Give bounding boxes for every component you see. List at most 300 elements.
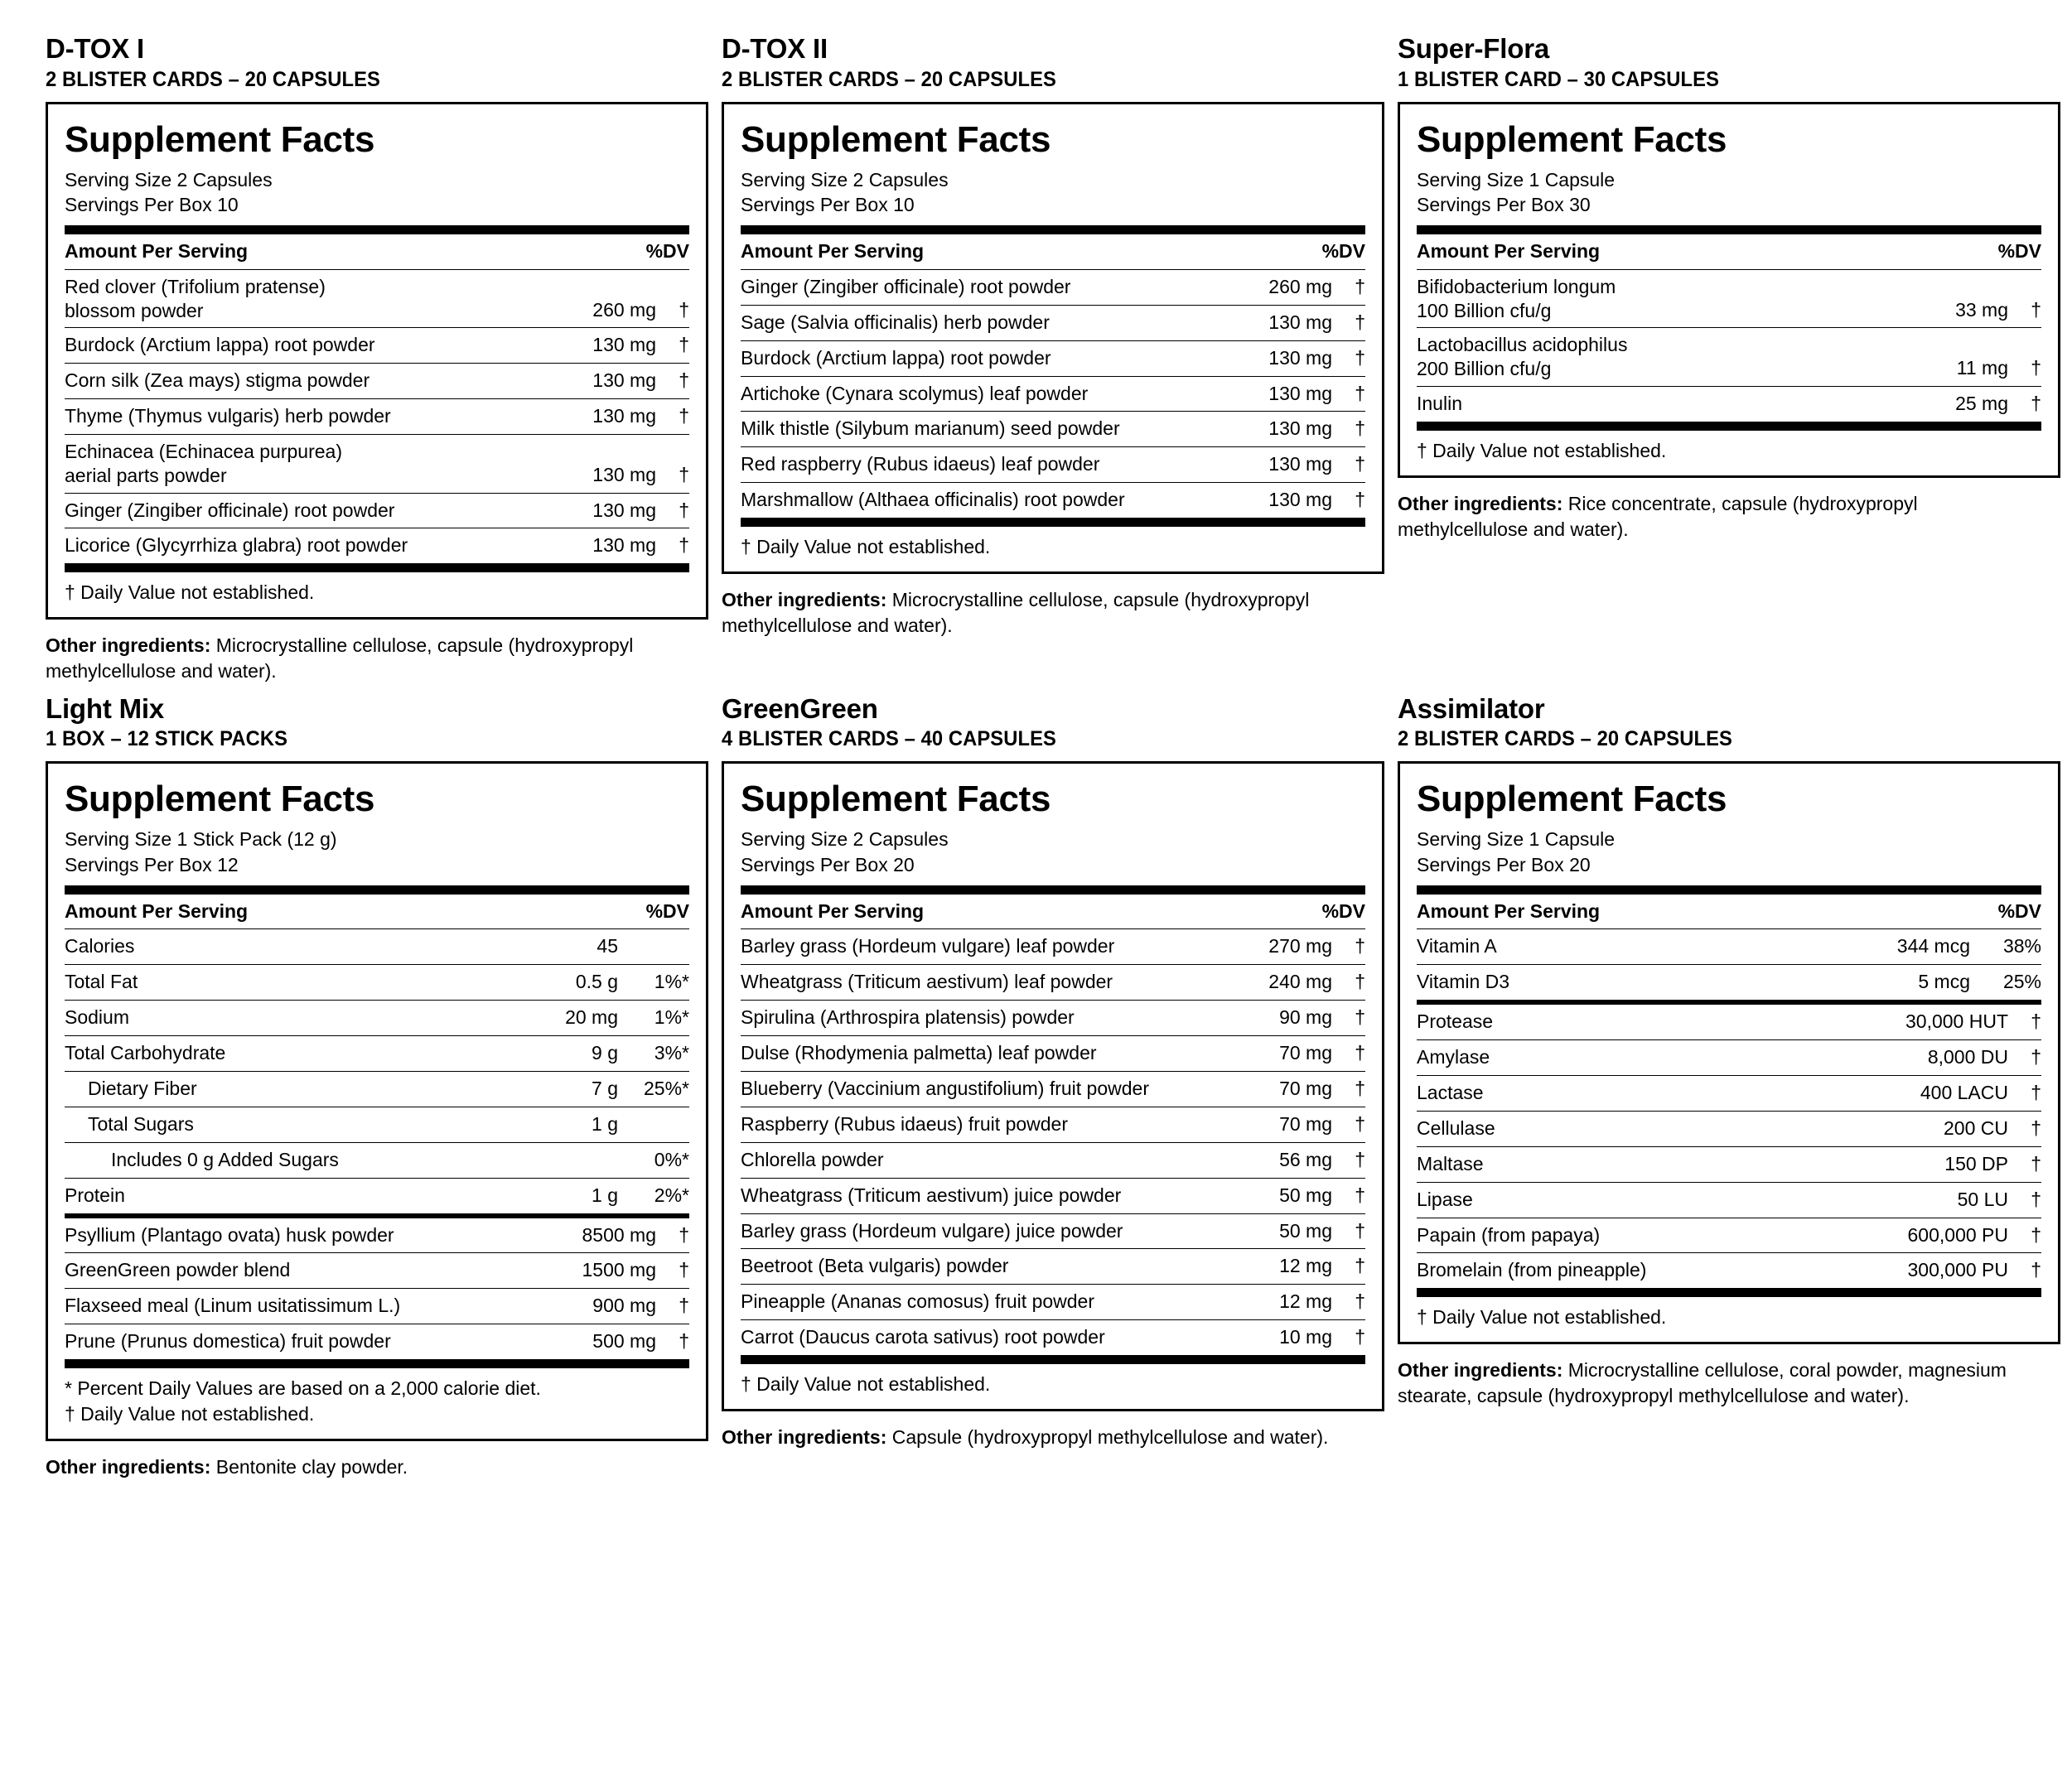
nutrient-dv: † <box>1332 1107 1365 1142</box>
serving-info: Serving Size 2 Capsules Servings Per Box 10 <box>741 168 949 216</box>
nutrient-table <box>65 1218 689 1360</box>
nutrient-amount: 30,000 HUT <box>1884 1005 2008 1039</box>
nutrient-dv: † <box>656 1253 689 1289</box>
column-header-spacer <box>522 895 646 929</box>
supplement-facts-box <box>1398 102 2060 478</box>
rule-thick-top <box>65 885 689 895</box>
nutrient-amount: 260 mg <box>1208 270 1332 305</box>
nutrient-amount: 130 mg <box>532 435 656 494</box>
nutrient-amount: 10 mg <box>1279 1326 1332 1348</box>
column-header-amount: Amount Per Serving <box>741 234 1198 269</box>
nutrient-dv: † <box>1332 965 1365 1001</box>
column-header-spacer <box>1198 234 1322 269</box>
nutrient-amount: 7 g <box>494 1072 618 1107</box>
other-ingredients-label: Other ingredients: <box>722 589 887 611</box>
rule-thick-bottom <box>741 1355 1365 1364</box>
table-row <box>1417 1040 2041 1076</box>
nutrient-name: Red clover (Trifolium pratense) blossom powder <box>65 270 532 328</box>
supplement-facts-box <box>722 761 1384 1411</box>
nutrient-name: Burdock (Arctium lappa) root powder <box>65 328 532 364</box>
nutrient-name: Psyllium (Plantago ovata) husk powder <box>65 1218 532 1253</box>
panel-subtitle: 2 BLISTER CARDS – 20 CAPSULES <box>46 67 380 91</box>
column-header-amount: Amount Per Serving <box>741 895 1198 929</box>
nutrient-dv: † <box>2008 1218 2041 1253</box>
table-row <box>741 965 1365 1001</box>
other-ingredients: Other ingredients: Microcrystalline cellulose, capsule (hydroxypropyl methylcellulose and water). <box>46 634 634 682</box>
nutrient-dv: † <box>1332 1036 1365 1072</box>
nutrient-name: Blueberry (Vaccinium angustifolium) fruit powder <box>741 1072 1208 1107</box>
column-header-amount: Amount Per Serving <box>1417 234 1874 269</box>
nutrient-dv: † <box>2008 270 2041 328</box>
nutrient-dv: † <box>2008 1111 2041 1146</box>
nutrient-amount: 130 mg <box>592 534 656 557</box>
nutrient-amount: 130 mg <box>532 399 656 435</box>
other-ingredients-label: Other ingredients: <box>1398 492 1563 514</box>
table-row <box>65 270 689 328</box>
table-row <box>65 1178 689 1213</box>
table-row <box>1417 386 2041 421</box>
nutrient-dv: † <box>2008 1040 2041 1076</box>
other-ingredients: Other ingredients: Microcrystalline cellulose, capsule (hydroxypropyl methylcellulose and water). <box>722 589 1310 637</box>
table-row <box>1417 1146 2041 1182</box>
nutrient-amount: 20 mg <box>494 1001 618 1036</box>
nutrient-name: Prune (Prunus domestica) fruit powder <box>65 1330 391 1353</box>
nutrient-name: Wheatgrass (Triticum aestivum) juice powder <box>741 1178 1208 1213</box>
nutrient-table <box>741 270 1365 518</box>
facts-title: Supplement Facts <box>1417 779 1727 820</box>
nutrient-dv: † <box>1332 270 1365 305</box>
nutrient-name: Marshmallow (Althaea officinalis) root powder <box>741 489 1125 511</box>
table-row <box>1417 1111 2041 1146</box>
nutrient-name: Total Carbohydrate <box>65 1036 494 1072</box>
table-row <box>741 1249 1365 1285</box>
panel-title: Super-Flora <box>1398 33 1549 64</box>
nutrient-amount: 12 mg <box>1208 1249 1332 1285</box>
nutrient-amount: 12 mg <box>1208 1285 1332 1320</box>
serving-info: Serving Size 1 Capsule Servings Per Box 20 <box>1417 828 1616 875</box>
nutrient-dv: † <box>1332 412 1365 447</box>
nutrient-table <box>1417 929 2041 1000</box>
nutrient-name: Wheatgrass (Triticum aestivum) leaf powder <box>741 965 1208 1001</box>
column-header-amount: Amount Per Serving <box>65 234 522 269</box>
nutrient-name: Barley grass (Hordeum vulgare) juice powder <box>741 1213 1208 1249</box>
panel-subtitle: 2 BLISTER CARDS – 20 CAPSULES <box>1398 727 1732 751</box>
nutrient-dv: † <box>2031 392 2041 414</box>
nutrient-amount: 1500 mg <box>532 1253 656 1289</box>
nutrient-table <box>1417 1005 2041 1288</box>
panel-title: D-TOX II <box>722 33 828 64</box>
nutrient-dv: † <box>1332 447 1365 483</box>
nutrient-dv: † <box>2008 1076 2041 1112</box>
nutrient-name: Artichoke (Cynara scolymus) leaf powder <box>741 376 1208 412</box>
column-header-amount: Amount Per Serving <box>65 895 522 929</box>
nutrient-amount: 45 <box>494 929 618 964</box>
nutrient-amount: 200 CU <box>1884 1111 2008 1146</box>
nutrient-name: Lactobacillus acidophilus 200 Billion cfu/g <box>1417 328 1884 387</box>
table-row <box>741 1320 1365 1355</box>
table-row <box>65 364 689 399</box>
nutrient-name: Maltase <box>1417 1146 1884 1182</box>
supplement-panel-6 <box>1398 693 2060 1489</box>
serving-info: Serving Size 1 Stick Pack (12 g) Servings Per Box 12 <box>65 828 337 875</box>
nutrient-dv: † <box>1332 305 1365 340</box>
nutrient-name: Sage (Salvia officinalis) herb powder <box>741 305 1208 340</box>
nutrient-amount: 130 mg <box>532 493 656 528</box>
rule-thick-bottom <box>65 1359 689 1368</box>
nutrient-dv: † <box>2008 1182 2041 1218</box>
nutrient-name: Inulin <box>1417 392 1462 414</box>
table-row <box>741 929 1365 964</box>
nutrient-dv: † <box>679 534 689 557</box>
table-row <box>741 1178 1365 1213</box>
facts-title: Supplement Facts <box>65 118 375 160</box>
nutrient-dv: † <box>2008 1005 2041 1039</box>
table-row <box>1417 270 2041 328</box>
nutrient-dv: 2%* <box>654 1184 689 1206</box>
supplement-facts-grid <box>46 33 2041 1488</box>
nutrient-amount: 0.5 g <box>494 965 618 1001</box>
nutrient-name: Dietary Fiber <box>65 1072 494 1107</box>
supplement-facts-box <box>722 102 1384 575</box>
supplement-panel-5 <box>722 693 1384 1489</box>
nutrient-name: Spirulina (Arthrospira platensis) powder <box>741 1001 1208 1036</box>
nutrient-name: Dulse (Rhodymenia palmetta) leaf powder <box>741 1036 1208 1072</box>
nutrient-name: Echinacea (Echinacea purpurea) aerial parts powder <box>65 435 532 494</box>
nutrient-dv: † <box>1332 1001 1365 1036</box>
other-ingredients-label: Other ingredients: <box>1398 1359 1563 1382</box>
column-header-dv: %DV <box>646 895 689 929</box>
nutrient-dv: 0%* <box>618 1142 689 1178</box>
nutrient-dv: † <box>656 435 689 494</box>
nutrient-name: Pineapple (Ananas comosus) fruit powder <box>741 1285 1208 1320</box>
footnote: † Daily Value not established. <box>741 1373 991 1396</box>
nutrient-amount: 900 mg <box>532 1289 656 1324</box>
other-ingredients: Other ingredients: Microcrystalline cellulose, coral powder, magnesium stearate, capsule (hydroxypropyl methylcellulose and water). <box>1398 1359 2007 1407</box>
nutrient-name: Total Sugars <box>65 1107 494 1142</box>
other-ingredients-label: Other ingredients: <box>722 1426 887 1449</box>
nutrient-dv: 38% <box>1970 929 2041 964</box>
nutrient-amount: 130 mg <box>1208 412 1332 447</box>
nutrient-amount: 70 mg <box>1208 1072 1332 1107</box>
nutrient-dv <box>618 1107 689 1142</box>
nutrient-amount <box>494 1142 618 1178</box>
table-row <box>65 399 689 435</box>
nutrient-amount: 130 mg <box>532 364 656 399</box>
nutrient-name: Burdock (Arctium lappa) root powder <box>741 340 1208 376</box>
nutrient-name: Sodium <box>65 1001 494 1036</box>
table-row <box>741 483 1365 518</box>
table-row <box>741 1285 1365 1320</box>
nutrient-amount: 1 g <box>592 1184 618 1206</box>
nutrient-dv: 25%* <box>618 1072 689 1107</box>
nutrient-amount: 56 mg <box>1208 1142 1332 1178</box>
table-row <box>65 1324 689 1359</box>
rule-thick-top <box>65 225 689 234</box>
nutrient-name: Raspberry (Rubus idaeus) fruit powder <box>741 1107 1208 1142</box>
panel-subtitle: 1 BOX – 12 STICK PACKS <box>46 727 288 751</box>
nutrient-dv: † <box>1332 1285 1365 1320</box>
panel-title: GreenGreen <box>722 692 878 724</box>
panel-subtitle: 2 BLISTER CARDS – 20 CAPSULES <box>722 67 1056 91</box>
column-header-spacer <box>1874 895 1998 929</box>
nutrient-amount: 8,000 DU <box>1884 1040 2008 1076</box>
table-header <box>65 895 689 930</box>
nutrient-dv: † <box>1332 1072 1365 1107</box>
nutrient-name: Bromelain (from pineapple) <box>1417 1259 1647 1281</box>
table-row <box>1417 328 2041 387</box>
footnote: † Daily Value not established. <box>1417 439 1667 461</box>
nutrient-amount: 9 g <box>494 1036 618 1072</box>
nutrient-amount: 130 mg <box>1268 489 1332 511</box>
column-header-dv: %DV <box>646 234 689 269</box>
table-row <box>1417 965 2041 1000</box>
facts-title: Supplement Facts <box>65 779 375 820</box>
nutrient-name: Licorice (Glycyrrhiza glabra) root powder <box>65 534 408 557</box>
rule-thick-top <box>741 225 1365 234</box>
nutrient-name: Vitamin A <box>1417 929 1846 964</box>
table-row <box>65 965 689 1001</box>
nutrient-dv: † <box>656 1218 689 1253</box>
serving-info: Serving Size 2 Capsules Servings Per Box 10 <box>65 168 273 216</box>
supplement-facts-box <box>46 102 708 620</box>
nutrient-amount: 400 LACU <box>1884 1076 2008 1112</box>
panel-title: D-TOX I <box>46 33 144 64</box>
table-row <box>741 447 1365 483</box>
nutrient-dv: † <box>2008 328 2041 387</box>
table-row <box>741 412 1365 447</box>
nutrient-table <box>741 929 1365 1355</box>
panel-title: Light Mix <box>46 692 165 724</box>
nutrient-dv: † <box>1355 489 1365 511</box>
supplement-facts-box <box>46 761 708 1441</box>
nutrient-dv: 1%* <box>618 965 689 1001</box>
nutrient-dv: † <box>656 270 689 328</box>
nutrient-amount: 130 mg <box>1208 376 1332 412</box>
nutrient-dv: † <box>1332 1178 1365 1213</box>
panel-title: Assimilator <box>1398 692 1545 724</box>
nutrient-amount: 344 mcg <box>1846 929 1970 964</box>
table-row <box>1417 1005 2041 1039</box>
footnote: * Percent Daily Values are based on a 2,000 calorie diet. † Daily Value not established. <box>65 1377 541 1425</box>
column-header-dv: %DV <box>1998 234 2041 269</box>
nutrient-amount: 50 mg <box>1208 1178 1332 1213</box>
nutrient-name: Total Fat <box>65 965 494 1001</box>
nutrient-dv: † <box>656 364 689 399</box>
nutrient-name: Ginger (Zingiber officinale) root powder <box>741 270 1208 305</box>
table-header <box>741 895 1365 930</box>
nutrient-name: Beetroot (Beta vulgaris) powder <box>741 1249 1208 1285</box>
supplement-panel-3 <box>1398 33 2060 693</box>
table-row <box>1417 1218 2041 1253</box>
nutrient-amount: 240 mg <box>1208 965 1332 1001</box>
facts-title: Supplement Facts <box>741 118 1051 160</box>
panel-subtitle: 1 BLISTER CARD – 30 CAPSULES <box>1398 67 1720 91</box>
other-ingredients-label: Other ingredients: <box>46 634 211 657</box>
nutrient-table <box>1417 270 2041 422</box>
table-row <box>741 1107 1365 1142</box>
table-row <box>741 1142 1365 1178</box>
table-header <box>65 234 689 270</box>
nutrient-dv: † <box>656 493 689 528</box>
table-header <box>741 234 1365 270</box>
nutrient-amount: 270 mg <box>1208 929 1332 964</box>
nutrient-amount: 90 mg <box>1208 1001 1332 1036</box>
table-row <box>65 1253 689 1289</box>
table-row <box>1417 1076 2041 1112</box>
table-header <box>1417 234 2041 270</box>
rule-thick-bottom <box>1417 422 2041 431</box>
nutrient-amount: 50 mg <box>1208 1213 1332 1249</box>
table-row <box>741 1213 1365 1249</box>
nutrient-amount: 8500 mg <box>532 1218 656 1253</box>
rule-thick-bottom <box>1417 1288 2041 1297</box>
column-header-spacer <box>522 234 646 269</box>
supplement-facts-box <box>1398 761 2060 1344</box>
table-row <box>65 1218 689 1253</box>
table-row <box>65 929 689 964</box>
nutrient-dv: † <box>1332 929 1365 964</box>
column-header-amount: Amount Per Serving <box>1417 895 1874 929</box>
column-header-dv: %DV <box>1998 895 2041 929</box>
nutrient-dv: † <box>1332 1142 1365 1178</box>
nutrient-dv: † <box>656 1289 689 1324</box>
column-header-spacer <box>1874 234 1998 269</box>
nutrient-dv: † <box>2031 1259 2041 1281</box>
nutrient-dv: 3%* <box>618 1036 689 1072</box>
table-header <box>1417 895 2041 930</box>
table-row <box>65 528 689 563</box>
nutrient-dv: 1%* <box>618 1001 689 1036</box>
nutrient-dv: † <box>1355 1326 1365 1348</box>
footnote: † Daily Value not established. <box>741 536 991 558</box>
nutrient-name: Protease <box>1417 1005 1884 1039</box>
nutrient-dv: † <box>656 399 689 435</box>
supplement-panel-1 <box>46 33 708 693</box>
nutrient-name: Flaxseed meal (Linum usitatissimum L.) <box>65 1289 532 1324</box>
nutrient-amount: 300,000 PU <box>1907 1259 2008 1281</box>
rule-thick-top <box>741 885 1365 895</box>
nutrient-name: Cellulase <box>1417 1111 1884 1146</box>
nutrient-amount: 150 DP <box>1884 1146 2008 1182</box>
table-row <box>741 270 1365 305</box>
nutrient-name: Lipase <box>1417 1182 1884 1218</box>
nutrient-dv <box>618 929 689 964</box>
nutrient-dv: 25% <box>2002 971 2041 993</box>
table-row <box>65 493 689 528</box>
nutrient-name: Bifidobacterium longum 100 Billion cfu/g <box>1417 270 1884 328</box>
nutrient-dv: † <box>679 1330 689 1353</box>
nutrient-dv: † <box>1332 340 1365 376</box>
table-row <box>741 305 1365 340</box>
table-row <box>741 340 1365 376</box>
footnote: † Daily Value not established. <box>65 581 315 604</box>
nutrient-name: Thyme (Thymus vulgaris) herb powder <box>65 399 532 435</box>
nutrient-name: Protein <box>65 1184 125 1206</box>
serving-info: Serving Size 2 Capsules Servings Per Box 20 <box>741 828 949 875</box>
table-row <box>741 1072 1365 1107</box>
supplement-panel-4 <box>46 693 708 1489</box>
nutrient-amount: 70 mg <box>1208 1036 1332 1072</box>
nutrient-amount: 130 mg <box>532 328 656 364</box>
footnote: † Daily Value not established. <box>1417 1306 1667 1329</box>
table-row <box>741 1036 1365 1072</box>
rule-thick-bottom <box>65 563 689 572</box>
table-row <box>65 328 689 364</box>
nutrient-amount: 50 LU <box>1884 1182 2008 1218</box>
table-row <box>1417 929 2041 964</box>
nutrient-dv: † <box>1332 1213 1365 1249</box>
nutrient-amount: 130 mg <box>1208 447 1332 483</box>
other-ingredients: Other ingredients: Rice concentrate, capsule (hydroxypropyl methylcellulose and water). <box>1398 492 1918 540</box>
nutrient-amount: 130 mg <box>1208 340 1332 376</box>
nutrient-name: Carrot (Daucus carota sativus) root powder <box>741 1326 1105 1348</box>
nutrient-amount: 1 g <box>494 1107 618 1142</box>
nutrient-name: Corn silk (Zea mays) stigma powder <box>65 364 532 399</box>
nutrient-name: Ginger (Zingiber officinale) root powder <box>65 493 532 528</box>
other-ingredients: Other ingredients: Capsule (hydroxypropyl methylcellulose and water). <box>722 1426 1329 1449</box>
nutrient-amount: 500 mg <box>592 1330 656 1353</box>
table-row <box>65 1107 689 1142</box>
nutrient-name: Chlorella powder <box>741 1142 1208 1178</box>
nutrient-name: Amylase <box>1417 1040 1884 1076</box>
panel-subtitle: 4 BLISTER CARDS – 40 CAPSULES <box>722 727 1056 751</box>
nutrient-dv: † <box>656 328 689 364</box>
nutrient-amount: 33 mg <box>1884 270 2008 328</box>
supplement-panel-2 <box>722 33 1384 693</box>
nutrient-dv: † <box>2008 1146 2041 1182</box>
column-header-dv: %DV <box>1322 234 1365 269</box>
rule-thick-top <box>1417 885 2041 895</box>
table-row <box>65 1289 689 1324</box>
nutrient-amount: 11 mg <box>1884 328 2008 387</box>
nutrient-amount: 70 mg <box>1208 1107 1332 1142</box>
nutrient-amount: 600,000 PU <box>1884 1218 2008 1253</box>
table-row <box>1417 1182 2041 1218</box>
nutrient-name: Papain (from papaya) <box>1417 1218 1884 1253</box>
nutrient-amount: 130 mg <box>1208 305 1332 340</box>
table-row <box>65 1072 689 1107</box>
serving-info: Serving Size 1 Capsule Servings Per Box 30 <box>1417 168 1616 216</box>
nutrient-table <box>65 270 689 563</box>
nutrient-amount: 25 mg <box>1955 392 2008 414</box>
nutrient-name: Vitamin D3 <box>1417 971 1510 993</box>
nutrient-dv: † <box>1332 376 1365 412</box>
nutrient-name: Includes 0 g Added Sugars <box>65 1142 494 1178</box>
nutrient-amount: 260 mg <box>532 270 656 328</box>
nutrient-name: Lactase <box>1417 1076 1884 1112</box>
other-ingredients: Other ingredients: Bentonite clay powder. <box>46 1456 408 1478</box>
nutrient-name: GreenGreen powder blend <box>65 1253 532 1289</box>
nutrient-dv: † <box>1332 1249 1365 1285</box>
table-row <box>741 1001 1365 1036</box>
nutrient-name: Red raspberry (Rubus idaeus) leaf powder <box>741 447 1208 483</box>
nutrient-name: Barley grass (Hordeum vulgare) leaf powder <box>741 929 1208 964</box>
nutrient-name: Milk thistle (Silybum marianum) seed powder <box>741 412 1208 447</box>
table-row <box>65 1036 689 1072</box>
other-ingredients-label: Other ingredients: <box>46 1456 211 1478</box>
table-row <box>1417 1253 2041 1288</box>
rule-thick-bottom <box>741 518 1365 527</box>
facts-title: Supplement Facts <box>1417 118 1727 160</box>
nutrient-table <box>65 929 689 1213</box>
nutrient-name: Calories <box>65 929 494 964</box>
column-header-spacer <box>1198 895 1322 929</box>
facts-title: Supplement Facts <box>741 779 1051 820</box>
nutrient-amount: 5 mcg <box>1918 971 1970 993</box>
rule-thick-top <box>1417 225 2041 234</box>
column-header-dv: %DV <box>1322 895 1365 929</box>
table-row <box>741 376 1365 412</box>
